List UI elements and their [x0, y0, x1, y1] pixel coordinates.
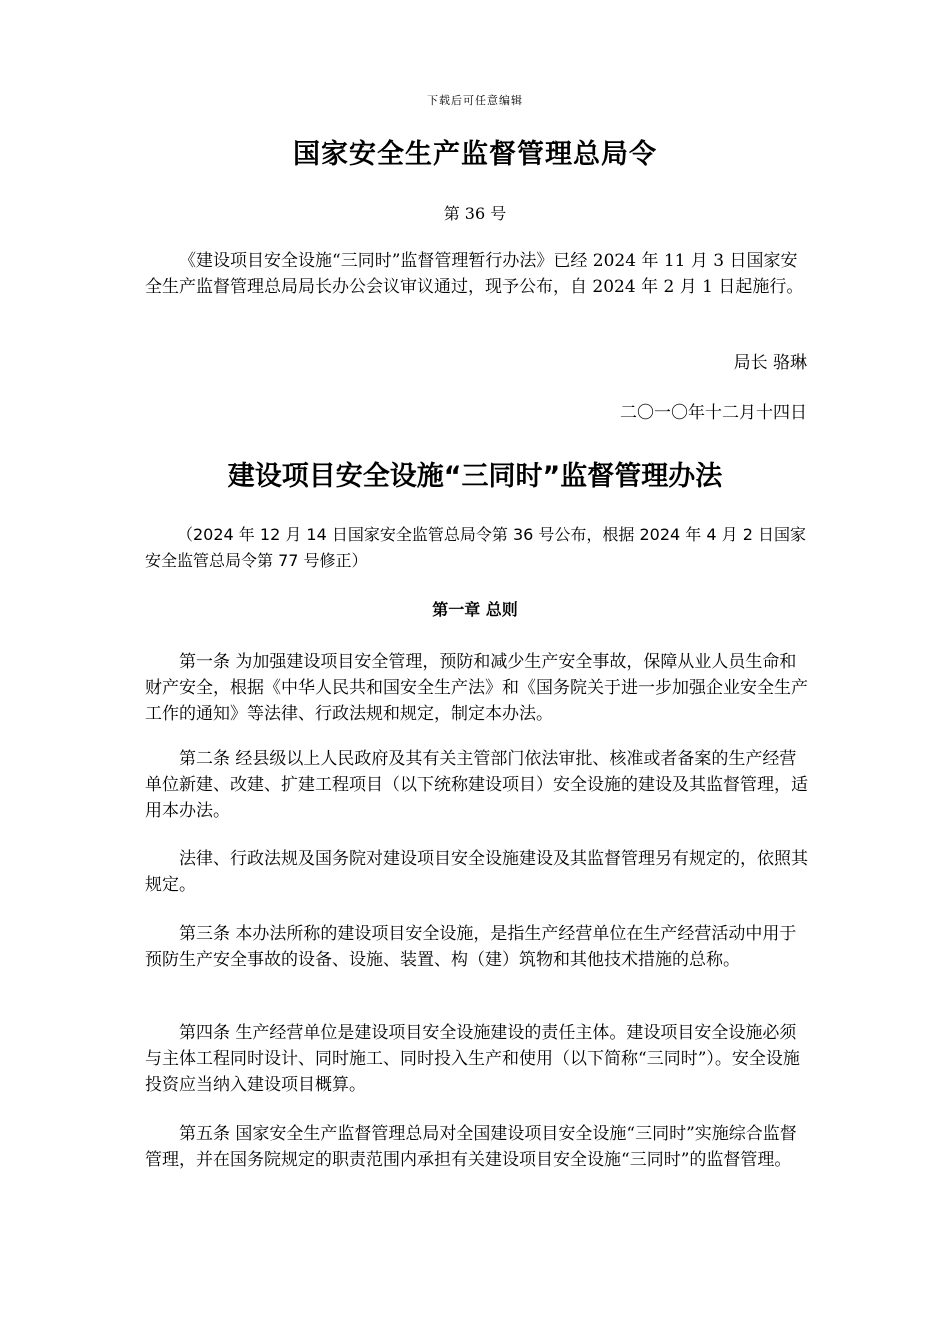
article-2-paragraph-2: 法律、行政法规及国务院对建设项目安全设施建设及其监督管理另有规定的，依照其规定。 — [145, 849, 808, 895]
download-note: 下载后可任意编辑 — [427, 94, 523, 107]
article-3: 第三条 本办法所称的建设项目安全设施，是指生产经营单位在生产经营活动中用于预防生产安全事故的设备、设施、装置、构（建）筑物和其他技术措施的总称。 — [145, 924, 797, 970]
article-2: 第二条 经县级以上人民政府及其有关主管部门依法审批、核准或者备案的生产经营单位新建、改建、扩建工程项目（以下统称建设项目）安全设施的建设及其监督管理，适用本办法。 — [145, 749, 808, 821]
chapter-heading: 第一章 总则 — [432, 600, 518, 619]
order-number: 第 36 号 — [443, 204, 507, 223]
article-4: 第四条 生产经营单位是建设项目安全设施建设的责任主体。建设项目安全设施必须与主体工程同时设计、同时施工、同时投入生产和使用（以下简称“三同时”）。安全设施投资应当纳入建设项目概算。 — [145, 1023, 800, 1095]
publication-note: （2024 年 12 月 14 日国家安全监管总局令第 36 号公布，根据 2024 年 4 月 2 日国家安全监管总局令第 77 号修正） — [145, 525, 806, 570]
announcement-paragraph: 《建设项目安全设施“三同时”监督管理暂行办法》已经 2024 年 11 月 3 日国家安全生产监督管理总局局长办公会议审议通过，现予公布，自 2024 年 2 月 1 日起施行。 — [145, 251, 804, 297]
measures-title: 建设项目安全设施“三同时”监督管理办法 — [227, 461, 723, 492]
order-title: 国家安全生产监督管理总局令 — [293, 139, 657, 170]
article-1: 第一条 为加强建设项目安全管理，预防和减少生产安全事故，保障从业人员生命和财产安全，根据《中华人民共和国安全生产法》和《国务院关于进一步加强企业安全生产工作的通知》等法律、行政法规和规定，制定本办法。 — [145, 652, 808, 724]
article-5: 第五条 国家安全生产监督管理总局对全国建设项目安全设施“三同时”实施综合监督管理，并在国务院规定的职责范围内承担有关建设项目安全设施“三同时”的监督管理。 — [145, 1124, 797, 1170]
order-date: 二〇一〇年十二月十四日 — [620, 403, 807, 423]
signer: 局长 骆琳 — [733, 353, 807, 373]
